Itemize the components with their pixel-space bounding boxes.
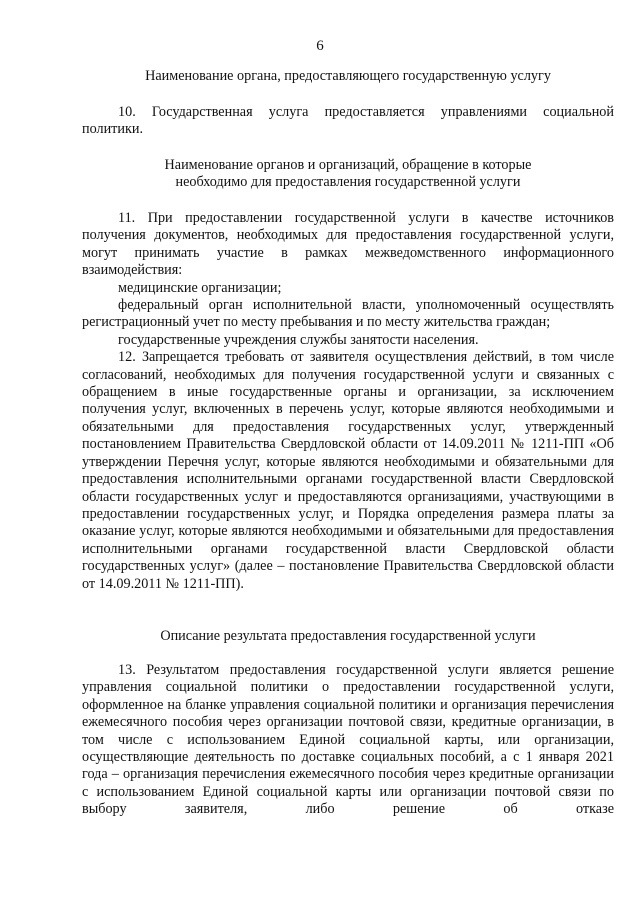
heading-organizations (82, 157, 614, 192)
heading-result: Описание результата предоставления государственной услуги (160, 628, 536, 644)
heading-organizations-line1: Наименование органов и организаций, обращение в которые (164, 157, 532, 173)
list-item-federal: федеральный орган исполнительной власти, уполномоченный осуществлять регистрационный учет по месту пребывания и по месту жительства граждан; (82, 297, 614, 331)
page-number: 6 (316, 38, 324, 54)
heading-service-organ: Наименование органа, предоставляющего государственную услугу (145, 68, 551, 84)
body-block (82, 210, 614, 593)
paragraph-12: 12. Запрещается требовать от заявителя осуществления действий, в том числе согласований, необходимых для получения государственной услуги и связанных с обращением в иные государственные органы и организации, за исключением получения услуг, включенных в перечень услуг, которые являются необходимыми и обязательными для предоставления государственных услуг, утвержденный постановлением Правительства Свердловской области от 14.09.2011 № 1211-ПП «Об утверждении Перечня услуг, которые являются необходимыми и обязательными для предоставления исполнительными органами государственной власти Свердловской области государственных услуг и предоставляются организациями, участвующими в предоставлении государственных услуг, и Порядка определения размера платы за оказание услуг, которые являются необходимыми и обязательными для предоставления исполнительными органами государственной власти Свердловской области государственных услуг» (далее – постановление Правительства Свердловской области от 14.09.2011 № 1211-ПП). (82, 349, 614, 592)
paragraph-10: 10. Государственная услуга предоставляется управлениями социальной политики. (82, 104, 614, 138)
paragraph-11: 11. При предоставлении государственной услуги в качестве источников получения документов, необходимых для предоставления государственной услуги, могут принимать участие в рамках межведомственного информационного взаимодействия: (82, 210, 614, 279)
list-item-medical: медицинские организации; (118, 279, 282, 296)
heading-organizations-line2: необходимо для предоставления государственной услуги (175, 174, 521, 191)
list-item-employment: государственные учреждения службы занятости населения. (118, 331, 479, 348)
paragraph-13: 13. Результатом предоставления государственной услуги является решение управления социальной политики о предоставлении государственной услуги, оформленное на бланке управления социальной политики и организация перечисления ежемесячного пособия через организации почтовой связи, кредитные организации, в том числе с использованием Единой социальной карты, или организации, осуществляющие деятельность по доставке социальных пособий, а с 1 января 2021 года – организация перечисления ежемесячного пособия через кредитные организации с использованием Единой социальной карты или организации почтовой связи по выбору заявителя, либо решение об отказе (82, 662, 614, 818)
